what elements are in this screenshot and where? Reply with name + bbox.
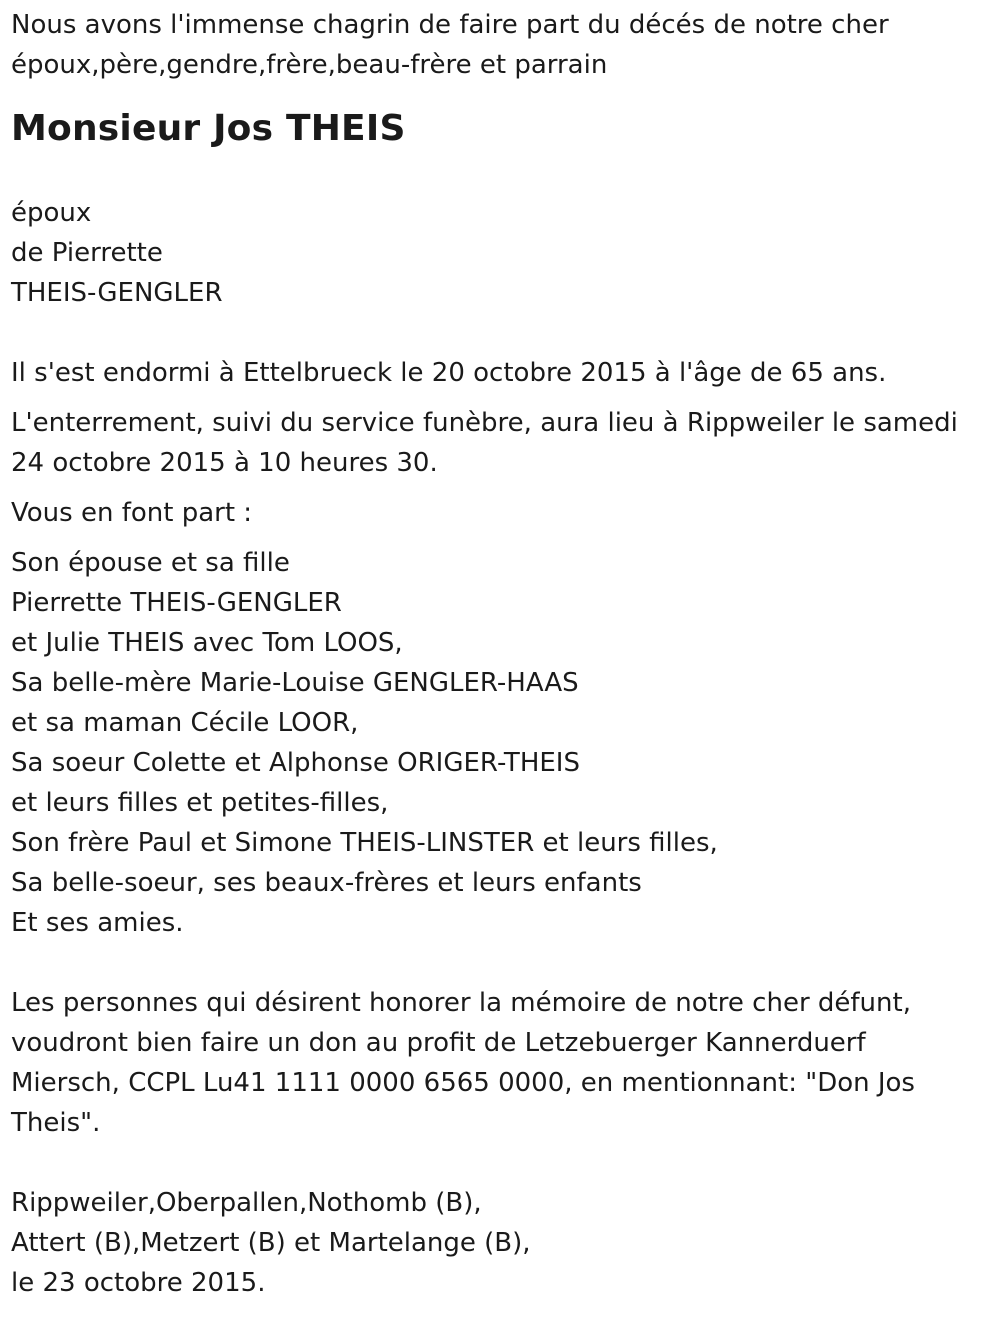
donation-line: Theis". xyxy=(11,1108,101,1138)
date-line: le 23 octobre 2015. xyxy=(11,1268,266,1298)
spouse-line: de Pierrette xyxy=(11,238,163,268)
intro-paragraph xyxy=(11,5,1000,85)
place-date-block xyxy=(11,1183,1000,1303)
intro-line: époux,père,gendre,frère,beau-frère et parrain xyxy=(11,50,608,80)
death-line: Il s'est endormi à Ettelbrueck le 20 octobre 2015 à l'âge de 65 ans. xyxy=(11,358,887,388)
donation-paragraph xyxy=(11,983,1000,1143)
donation-line: Les personnes qui désirent honorer la mémoire de notre cher défunt, xyxy=(11,988,911,1018)
spouse-line: THEIS-GENGLER xyxy=(11,278,223,308)
death-notice xyxy=(11,353,1000,393)
family-line: Sa soeur Colette et Alphonse ORIGER-THEIS xyxy=(11,748,580,778)
family-line: Sa belle-mère Marie-Louise GENGLER-HAAS xyxy=(11,668,579,698)
funeral-notice xyxy=(11,403,1000,483)
deceased-name: Monsieur Jos THEIS xyxy=(11,108,406,149)
family-line: Sa belle-soeur, ses beaux-frères et leurs enfants xyxy=(11,868,642,898)
funeral-line: L'enterrement, suivi du service funèbre, aura lieu à Rippweiler le samedi xyxy=(11,408,958,438)
family-line: et Julie THEIS avec Tom LOOS, xyxy=(11,628,403,658)
family-list xyxy=(11,543,1000,943)
family-line: Et ses amies. xyxy=(11,908,184,938)
intro-line: Nous avons l'immense chagrin de faire part du décés de notre cher xyxy=(11,10,889,40)
spouse-block xyxy=(11,193,1000,313)
family-line: et sa maman Cécile LOOR, xyxy=(11,708,359,738)
donation-line: voudront bien faire un don au profit de Letzebuerger Kannerduerf xyxy=(11,1028,866,1058)
announce-line xyxy=(11,493,1000,533)
donation-line: Miersch, CCPL Lu41 1111 0000 6565 0000, en mentionnant: "Don Jos xyxy=(11,1068,915,1098)
spouse-line: époux xyxy=(11,198,92,228)
family-line: Son épouse et sa fille xyxy=(11,548,290,578)
announce-text: Vous en font part : xyxy=(11,498,253,528)
place-line: Rippweiler,Oberpallen,Nothomb (B), xyxy=(11,1188,482,1218)
family-line: Son frère Paul et Simone THEIS-LINSTER et leurs filles, xyxy=(11,828,718,858)
family-line: Pierrette THEIS-GENGLER xyxy=(11,588,342,618)
family-line: et leurs filles et petites-filles, xyxy=(11,788,389,818)
funeral-line: 24 octobre 2015 à 10 heures 30. xyxy=(11,448,438,478)
place-line: Attert (B),Metzert (B) et Martelange (B), xyxy=(11,1228,531,1258)
